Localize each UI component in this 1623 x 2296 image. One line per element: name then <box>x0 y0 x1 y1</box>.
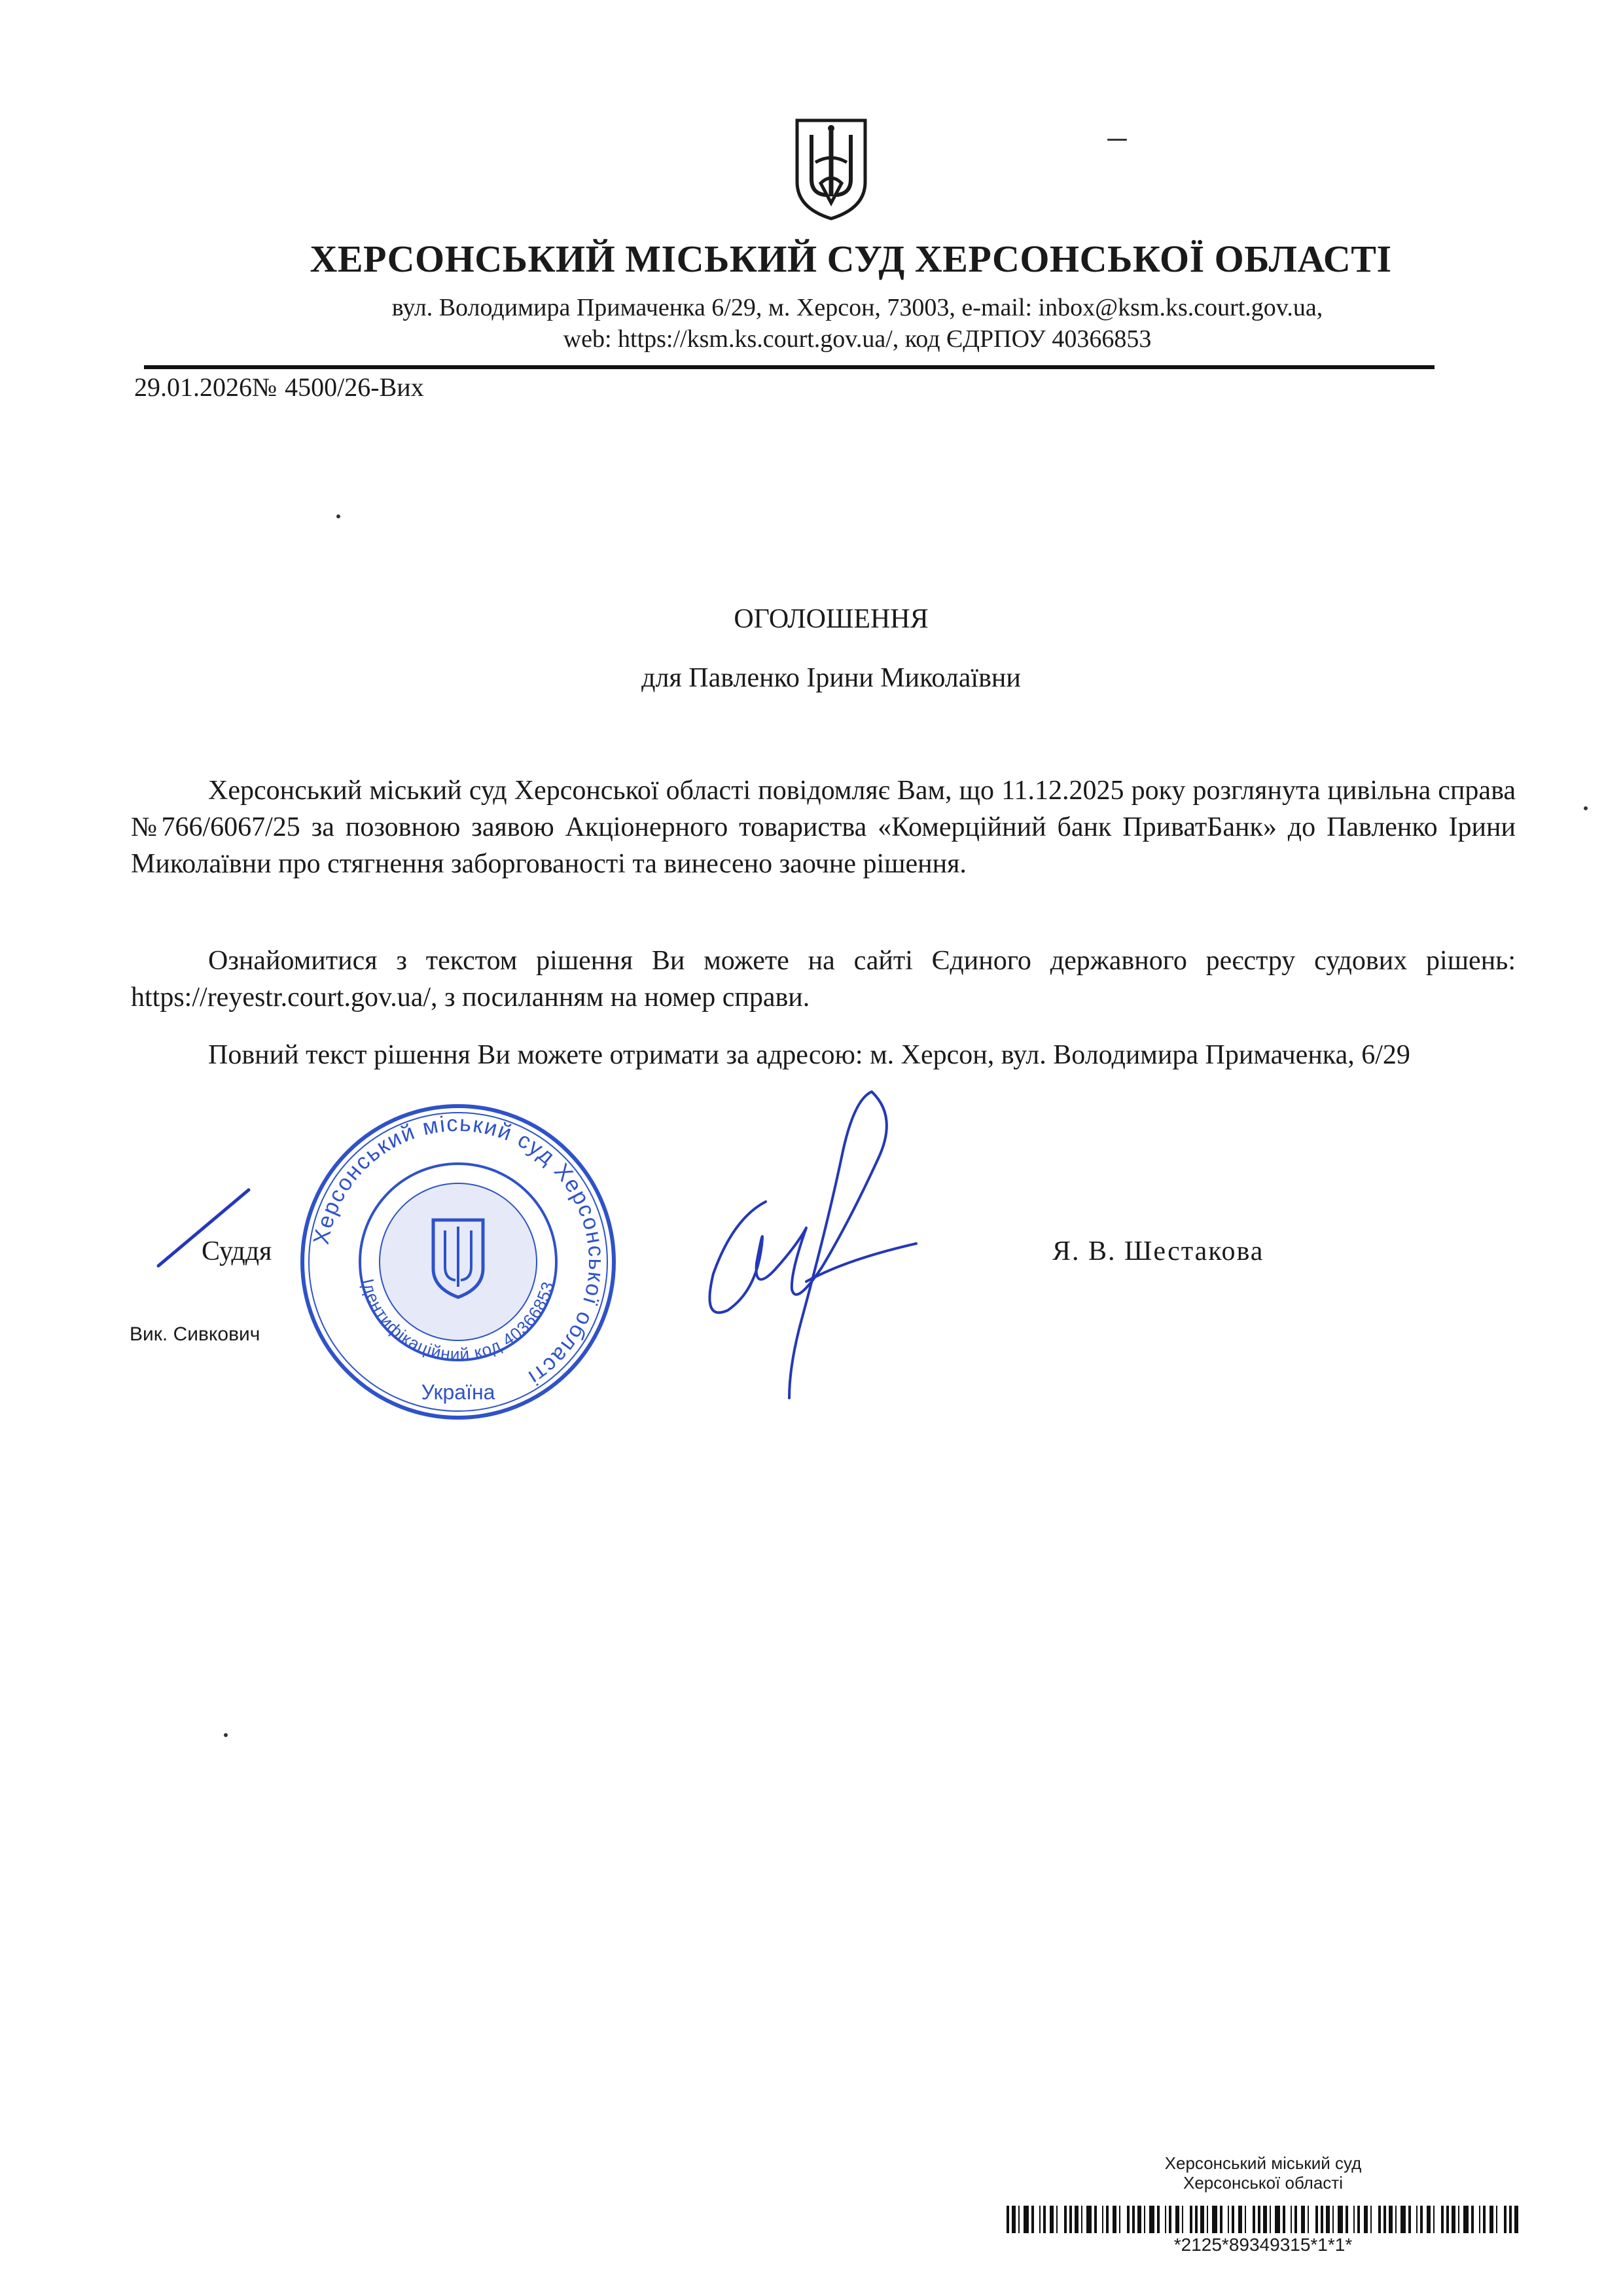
barcode-bar <box>1275 2206 1280 2233</box>
barcode-bar <box>1270 2206 1271 2233</box>
barcode-bar <box>1489 2206 1493 2233</box>
barcode-bar <box>1263 2206 1267 2233</box>
barcode-bar <box>1127 2206 1130 2233</box>
barcode-bar <box>1308 2206 1309 2233</box>
barcode-bar <box>1427 2206 1431 2233</box>
barcode-bar <box>1479 2206 1480 2233</box>
judge-name: Я. В. Шестакова <box>1052 1236 1264 1266</box>
barcode-bar <box>1238 2206 1242 2233</box>
barcode-bar <box>1245 2206 1246 2233</box>
scan-speck <box>336 514 340 518</box>
barcode-bar <box>1258 2206 1260 2233</box>
outgoing-reference <box>134 372 424 403</box>
barcode-bar <box>1012 2206 1016 2233</box>
barcode-bar <box>1416 2206 1418 2233</box>
barcode-bar <box>1207 2206 1208 2233</box>
barcode-bar <box>1446 2206 1449 2233</box>
barcode-bar <box>1332 2206 1334 2233</box>
barcode-bar <box>1102 2206 1103 2233</box>
barcode-bar <box>1190 2206 1192 2233</box>
scan-speck <box>224 1733 228 1737</box>
registration-region: Херсонської області <box>1183 2173 1343 2193</box>
barcode-bar <box>1509 2206 1512 2233</box>
barcode-bar <box>1383 2206 1386 2233</box>
barcode-bar <box>1291 2206 1292 2233</box>
barcode-bar <box>1086 2206 1092 2233</box>
barcode-bar <box>1433 2206 1435 2233</box>
barcode-bar <box>1458 2206 1459 2233</box>
barcode-bar <box>1389 2206 1393 2233</box>
barcode-bar <box>1220 2206 1222 2233</box>
barcode-bar <box>1119 2206 1120 2233</box>
barcode <box>1007 2206 1524 2233</box>
barcode-bar <box>1018 2206 1020 2233</box>
barcode-bar <box>1182 2206 1183 2233</box>
barcode-bar <box>1514 2206 1518 2233</box>
barcode-bar <box>1326 2206 1330 2233</box>
barcode-bar <box>1353 2206 1355 2233</box>
barcode-bar <box>1321 2206 1323 2233</box>
notice-paragraph: Ознайомитися з текстом рішення Ви можете на сайті Єдиного державного реєстру судових рішень: https://reyestr.court.gov.ua/, з посиланням на номер справи. <box>131 946 1516 1013</box>
barcode-bar <box>1024 2206 1029 2233</box>
barcode-bar <box>1315 2206 1318 2233</box>
barcode-bar <box>1075 2206 1079 2233</box>
barcode-bar <box>1106 2206 1109 2233</box>
barcode-bar <box>1144 2206 1145 2233</box>
seal-inner-text: Ідентифікаційний код 40366853 <box>357 1276 558 1365</box>
barcode-bar <box>1408 2206 1411 2233</box>
barcode-bar <box>1301 2206 1305 2233</box>
barcode-bar <box>1200 2206 1204 2233</box>
barcode-bar <box>1370 2206 1372 2233</box>
barcode-bar <box>1064 2206 1067 2233</box>
barcode-bar <box>1346 2206 1348 2233</box>
barcode-bar <box>1364 2206 1368 2233</box>
barcode-bar <box>1496 2206 1497 2233</box>
outgoing-number: 4500/26-Вих <box>285 372 424 402</box>
barcode-bar <box>1452 2206 1455 2233</box>
executor-name: Вик. Сивкович <box>130 1323 260 1345</box>
barcode-bar <box>1132 2206 1135 2233</box>
barcode-bar <box>1483 2206 1486 2233</box>
barcode-bar <box>1175 2206 1179 2233</box>
handwritten-signature <box>694 1073 942 1401</box>
barcode-bar <box>1007 2206 1009 2233</box>
barcode-bar <box>1050 2206 1054 2233</box>
scan-speck <box>1584 806 1588 810</box>
barcode-bar <box>1357 2206 1360 2233</box>
barcode-bar <box>1157 2206 1160 2233</box>
seal-bottom-text: Україна <box>421 1380 495 1404</box>
court-name-heading: ХЕРСОНСЬКИЙ МІСЬКИЙ СУД ХЕРСОНСЬКОЇ ОБЛАСТІ <box>310 238 1392 280</box>
notice-paragraph: Херсонський міський суд Херсонської області повідомляє Вам, що 11.12.2025 року розглянута цивільна справа №766/6067/25 за позовною заявою Акціонерного товариства «Комерційний банк ПриватБанк» до Павленко Ірини Миколаївни про стягнення заборгованості та винесено заочне рішення. <box>131 776 1516 879</box>
barcode-bar <box>1081 2206 1082 2233</box>
court-web-and-code: web: https://ksm.ks.court.gov.ua/, код ЄДРПОУ 40366853 <box>563 325 1152 353</box>
barcode-bar <box>1294 2206 1297 2233</box>
notice-paragraph: Повний текст рішення Ви можете отримати за адресою: м. Херсон, вул. Володимира Примаченка, 6/29 <box>208 1040 1410 1070</box>
barcode-bar <box>1039 2206 1041 2233</box>
registration-court: Херсонський міський суд <box>1164 2153 1362 2173</box>
barcode-bar <box>1056 2206 1058 2233</box>
barcode-bar <box>1212 2206 1217 2233</box>
seal-outer-text: Херсонський міський суд Херсонської області <box>308 1111 609 1391</box>
outgoing-date: 29.01.2026 <box>134 372 252 402</box>
judge-label: Суддя <box>202 1236 272 1266</box>
barcode-bar <box>1420 2206 1423 2233</box>
barcode-bar <box>1338 2206 1343 2233</box>
registration-stamp <box>1001 2153 1525 2193</box>
barcode-bar <box>1441 2206 1444 2233</box>
notice-title: ОГОЛОШЕННЯ <box>734 604 929 634</box>
barcode-bar <box>1228 2206 1229 2233</box>
barcode-bar <box>1043 2206 1046 2233</box>
number-sign: № <box>252 372 277 402</box>
barcode-bar <box>1232 2206 1234 2233</box>
court-address: вул. Володимира Примаченка 6/29, м. Херсон, 73003, e-mail: inbox@ksm.ks.court.gov.ua, <box>391 294 1323 321</box>
barcode-bar <box>1149 2206 1154 2233</box>
court-seal <box>288 1092 628 1432</box>
barcode-bar <box>1169 2206 1171 2233</box>
barcode-bar <box>1165 2206 1166 2233</box>
barcode-bar <box>1395 2206 1397 2233</box>
barcode-bar <box>1253 2206 1255 2233</box>
barcode-bar <box>1378 2206 1381 2233</box>
barcode-bar <box>1195 2206 1198 2233</box>
notice-recipient: для Павленко Ірини Миколаївни <box>641 663 1021 693</box>
barcode-bar <box>1137 2206 1141 2233</box>
barcode-bar <box>1504 2206 1507 2233</box>
coat-of-arms-icon <box>792 117 870 221</box>
barcode-bar <box>1031 2206 1034 2233</box>
barcode-bar <box>1471 2206 1474 2233</box>
barcode-bar <box>1463 2206 1469 2233</box>
barcode-bar <box>1283 2206 1285 2233</box>
barcode-bar <box>1113 2206 1116 2233</box>
barcode-number: *2125*89349315*1*1* <box>1173 2234 1353 2255</box>
header-divider <box>144 365 1435 369</box>
barcode-bar <box>1069 2206 1072 2233</box>
barcode-bar <box>1400 2206 1406 2233</box>
barcode-bar <box>1094 2206 1097 2233</box>
scan-speck <box>1107 139 1127 141</box>
